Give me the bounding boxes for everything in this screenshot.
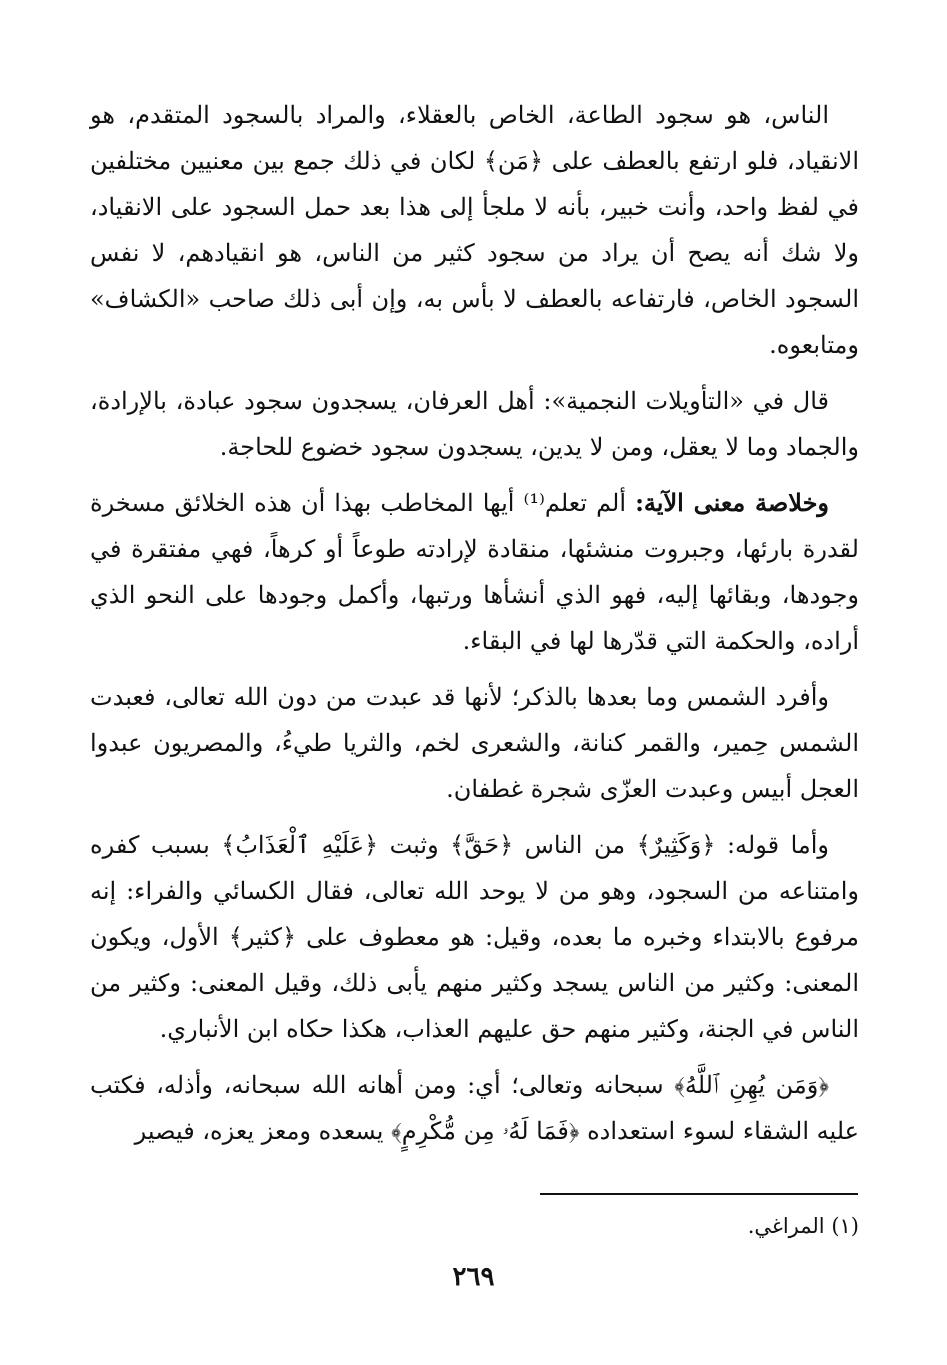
paragraph-4 (90, 674, 859, 812)
paragraph-3-lead: وخلاصة معنى الآية: (635, 488, 830, 517)
paragraph-5 (90, 822, 859, 1052)
paragraph-2-text: قال في «التأويلات النجمية»: أهل العرفان، يسجدون سجود عبادة، بالإرادة، والجماد وما لا يعقل، ومن لا يدين، يسجدون سجود خضوع للحاجة. (90, 387, 859, 461)
footnote: (١) المراغي. (747, 1214, 859, 1238)
paragraph-1-text: الناس، هو سجود الطاعة، الخاص بالعقلاء، والمراد بالسجود المتقدم، هو الانقياد، فلو ارتفع بالعطف على ﴿مَن﴾ لكان في ذلك جمع بين معنيين مختلفين في لفظ واحد، وأنت خبير، بأنه لا ملجأ إلى هذا بعد حمل السجود على الانقياد، ولا شك أنه يصح أن يراد من سجود كثير من الناس، هو انقيادهم، لا نفس السجود الخاص، فارتفاعه بالعطف لا بأس به، وإن أبى ذلك صاحب «الكشاف» ومتابعوه. (90, 101, 859, 359)
paragraph-6-text: ﴿وَمَن يُهِنِ ٱللَّهُ﴾ سبحانه وتعالى؛ أي: ومن أهانه الله سبحانه، وأذله، فكتب عليه الشقاء لسوء استعداده ﴿فَمَا لَهُۥ مِن مُّكْرِمٍ﴾ يسعده ومعز يعزه، فيصير (90, 1071, 859, 1145)
paragraph-2 (90, 378, 859, 470)
paragraph-6 (90, 1062, 859, 1154)
paragraph-3 (90, 480, 859, 664)
footnote-divider (540, 1193, 858, 1195)
body-text (90, 92, 859, 1164)
paragraph-1 (90, 92, 859, 368)
page-number: ٢٦٩ (452, 1262, 495, 1292)
paragraph-5-text: وأما قوله: ﴿وَكَثِيرٌ﴾ من الناس ﴿حَقَّ﴾ وثبت ﴿عَلَيْهِ ٱلْعَذَابُ﴾ بسبب كفره وامتناعه من السجود، وهو من لا يوحد الله تعالى، فقال الكسائي والفراء: إنه مرفوع بالابتداء وخبره ما بعده، وقيل: هو معطوف على ﴿كثير﴾ الأول، ويكون المعنى: وكثير من الناس يسجد وكثير منهم يأبى ذلك، وقيل المعنى: وكثير من الناس في الجنة، وكثير منهم حق عليهم العذاب، هكذا حكاه ابن الأنباري. (90, 831, 859, 1043)
paragraph-3-text: ألم تعلم⁽¹⁾ أيها المخاطب بهذا أن هذه الخلائق مسخرة لقدرة بارئها، وجبروت منشئها، منقادة لإرادته طوعاً أو كرهاً، فهي مفتقرة في وجودها، وبقائها إليه، فهو الذي أنشأها ورتبها، وأكمل وجودها على النحو الذي أراده، والحكمة التي قدّرها لها في البقاء. (90, 489, 859, 655)
paragraph-4-text: وأفرد الشمس وما بعدها بالذكر؛ لأنها قد عبدت من دون الله تعالى، فعبدت الشمس حِمير، والقمر كنانة، والشعرى لخم، والثريا طيءُ، والمصريون عبدوا العجل أبيس وعبدت العزّى شجرة غطفان. (90, 683, 859, 803)
